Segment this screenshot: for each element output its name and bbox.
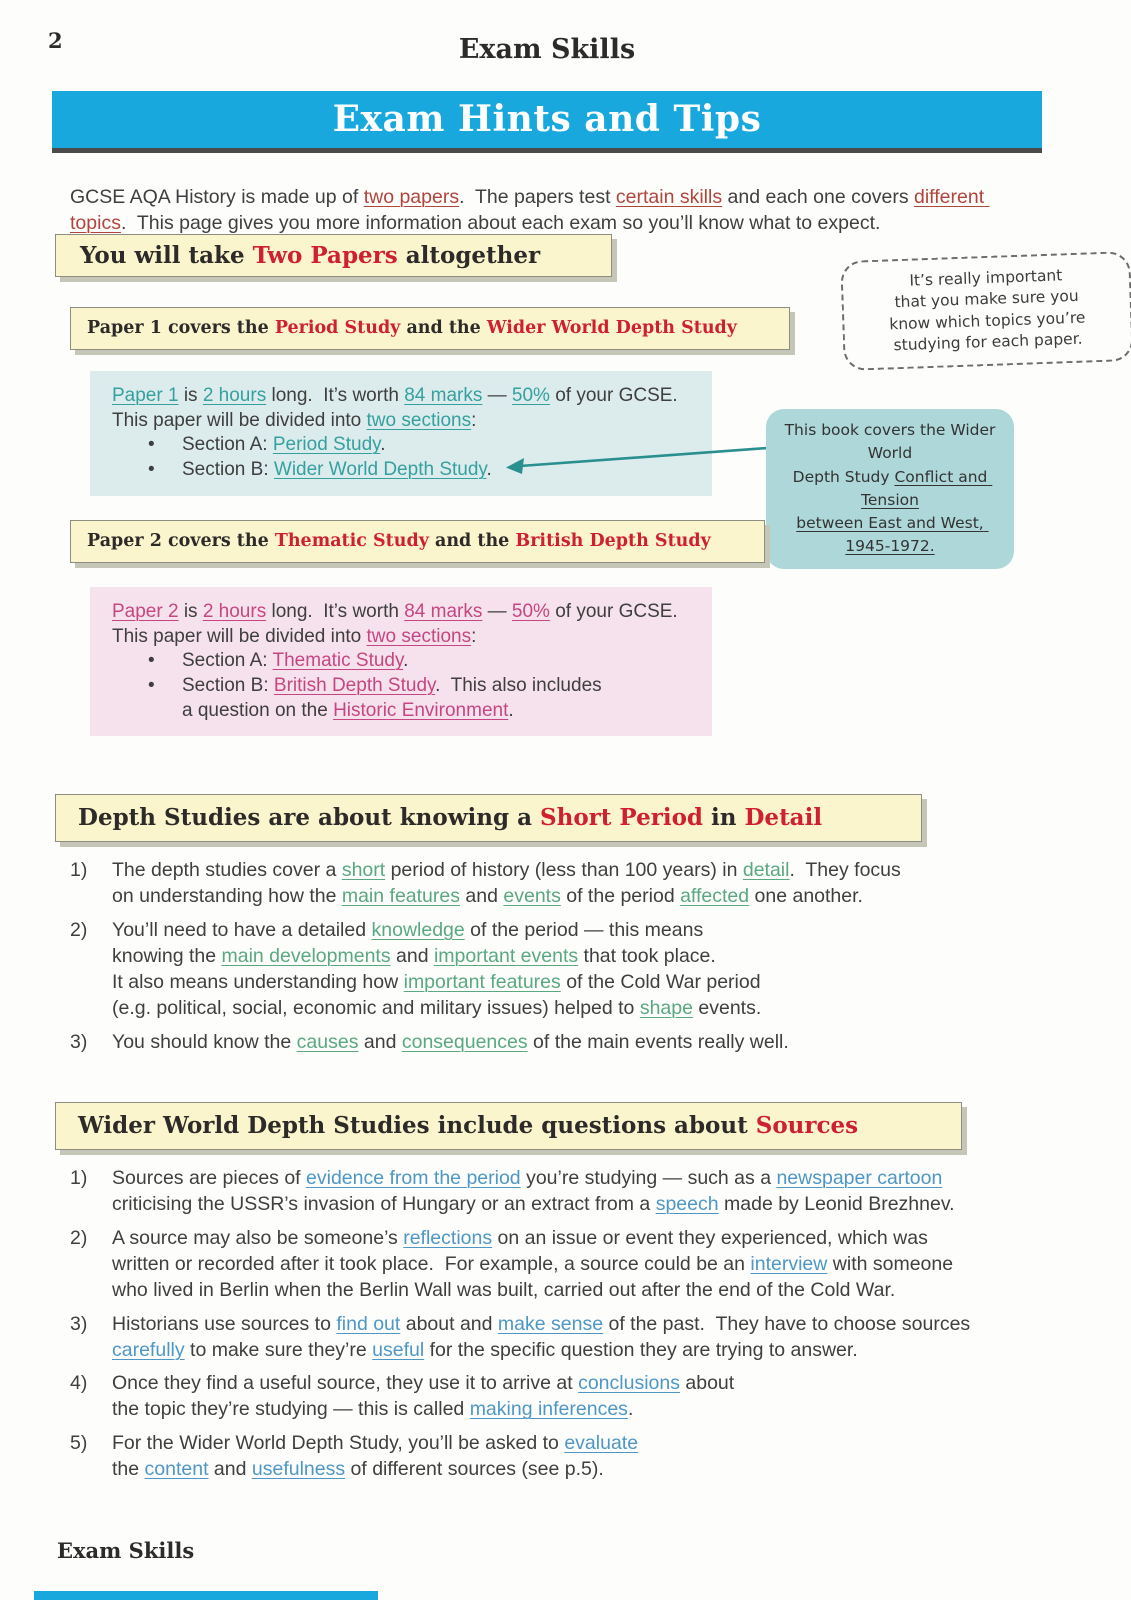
text-link: affected [680,884,750,907]
text-link: main developments [221,944,391,967]
footer-bar [34,1591,378,1600]
paper2-heading: Paper 2 covers the Thematic Study and the British Depth Study [70,520,765,563]
bullet-text: Section A: Period Study. [182,434,386,456]
section-heading-two-papers: You will take Two Papers altogether [55,234,612,277]
page-number: 2 [48,28,63,53]
text-link: two sections [366,625,472,647]
highlighted-text: Two Papers [252,242,398,269]
footer-section-label: Exam Skills [57,1538,195,1563]
text-link: useful [372,1338,425,1361]
text-link: 84 marks [404,601,483,622]
text-link: making inferences [469,1398,628,1421]
text-link: 2 hours [202,601,267,622]
list-item [70,1371,1050,1423]
highlighted-text: Period Study [274,318,401,338]
bullet-text: Section B: British Depth Study. This also includes a question on the Historic Environment. [182,675,602,721]
item-number: 3) [70,1312,88,1335]
highlighted-text: Sources [755,1112,859,1139]
bullet-text: Section A: Thematic Study. [182,650,409,672]
item-text: The depth studies cover a short period of history (less than 100 years) in detail. They focus on understanding how the main features and events of the period affected one another. [112,859,901,907]
item-number: 5) [70,1432,88,1455]
highlighted-text: Short Period [539,804,703,831]
depth-heading: Depth Studies are about knowing a Short Period in Detail [55,794,922,842]
text-link: shape [639,996,693,1019]
paper2-box [90,587,712,736]
text-link: two sections [366,409,472,431]
bullet-icon: • [148,459,155,481]
paper1-heading: Paper 1 covers the Period Study and the Wider World Depth Study [70,307,790,350]
item-text: You should know the causes and consequences of the main events really well. [112,1030,789,1053]
text-link: reflections [403,1226,493,1249]
intro-paragraph: GCSE AQA History is made up of two papers. The papers test certain skills and each one covers different topics. This page gives you more information about each exam so you’ll know what to expect. [70,185,990,234]
list-item [70,1030,1020,1056]
text-link: 50% [511,601,550,622]
depth-list [70,858,1020,1063]
highlighted-text: British Depth Study [515,531,711,551]
list-item [70,1226,1050,1304]
text-link: Historic Environment [333,699,509,721]
text-link: important features [403,970,561,993]
text-link: certain skills [615,185,723,208]
text-link: different topics [70,185,990,234]
chapter-header: Exam Skills [458,34,636,65]
text-link: two papers [363,185,460,208]
margin-note: It’s really important that you make sure you know which topics you’re studying for each paper. [840,251,1131,371]
text-link: Thematic Study [272,650,404,672]
item-text: You’ll need to have a detailed knowledge of the period — this means knowing the main developments and important events that took place. It also means understanding how important features of the Cold War period (e.g. political, social, economic and military issues) helped to shape events. [112,918,762,1019]
underlined-text: between East and West, 1945-1972. [796,514,989,556]
text-link: consequences [401,1030,528,1053]
callout-arrow-icon [498,436,774,478]
item-number: 1) [70,1167,88,1189]
text-link: Wider World Depth Study [273,459,487,481]
paper1-body: Paper 1 is 2 hours long. It’s worth 84 marks — 50% of your GCSE. This paper will be divided into two sections: [112,385,678,431]
list-item [70,858,1020,910]
text-link: speech [655,1192,719,1215]
text-link: usefulness [251,1458,346,1481]
highlighted-text: Wider World Depth Study [486,318,737,338]
text-link: Period Study [272,434,381,456]
text-link: interview [750,1252,828,1275]
text-link: evidence from the period [306,1167,521,1189]
text-link: main features [341,884,460,907]
item-number: 4) [70,1372,88,1395]
item-text: A source may also be someone’s reflections on an issue or event they experienced, which was written or recorded after it took place. For example, a source could be an interview with someone who lived in Berlin when the Berlin Wall was built, carried out after the end of the Cold War. [112,1226,954,1301]
text-link: 84 marks [404,385,483,406]
text-link: causes [296,1030,359,1053]
highlighted-text: Thematic Study [274,531,429,551]
text-link: carefully [112,1338,185,1361]
text-link: newspaper cartoon [776,1167,943,1189]
list-item [70,1166,1050,1218]
sources-list [70,1166,1050,1491]
text-link: find out [336,1312,401,1335]
text-link: Paper 2 [112,601,179,622]
text-link: events [503,884,561,907]
bullet-text: Section B: Wider World Depth Study. [182,459,492,481]
item-text: Sources are pieces of evidence from the period you’re studying — such as a newspaper cartoon criticising the USSR’s invasion of Hungary or an extract from a speech made by Leonid Brezhnev. [112,1167,955,1215]
text-link: content [144,1458,209,1481]
sources-heading: Wider World Depth Studies include questions about Sources [55,1102,962,1150]
text-link: short [341,859,386,881]
text-link: detail [742,859,790,881]
paper2-body: Paper 2 is 2 hours long. It’s worth 84 marks — 50% of your GCSE. This paper will be divided into two sections: [112,601,678,647]
text-link: conclusions [578,1372,680,1395]
bullet-icon: • [148,434,155,456]
list-item [70,1431,1050,1483]
text-link: make sense [497,1312,604,1335]
page-title: Exam Hints and Tips [332,98,762,140]
list-item [148,649,712,674]
text-link: important events [433,944,579,967]
bullet-icon: • [148,650,155,672]
list-item [70,1312,1050,1364]
text-link: knowledge [371,918,465,941]
book-coverage-callout: This book covers the Wider World Depth Study Conflict and Tension between East and West, 1945-1972. [766,409,1014,569]
item-text: Once they find a useful source, they use it to arrive at conclusions about the topic they’re studying — this is called making inferences. [112,1372,735,1421]
item-number: 3) [70,1030,88,1053]
list-item [70,918,1020,1022]
text-link: evaluate [564,1432,639,1455]
bullet-icon: • [148,675,155,697]
item-text: For the Wider World Depth Study, you’ll be asked to evaluate the content and usefulness of different sources (see p.5). [112,1432,639,1481]
highlighted-text: Detail [744,804,823,831]
item-number: 2) [70,1226,88,1249]
item-number: 1) [70,859,88,881]
text-link: Paper 1 [112,385,179,406]
list-item [148,674,712,723]
item-text: Historians use sources to find out about and make sense of the past. They have to choose sources carefully to make sure they’re useful for the specific question they are trying to answer. [112,1312,971,1361]
text-link: 50% [511,385,550,406]
item-number: 2) [70,918,88,941]
underlined-text: Conflict and Tension [861,467,993,509]
text-link: British Depth Study [273,675,436,697]
text-link: 2 hours [202,385,267,406]
title-banner [52,91,1042,153]
